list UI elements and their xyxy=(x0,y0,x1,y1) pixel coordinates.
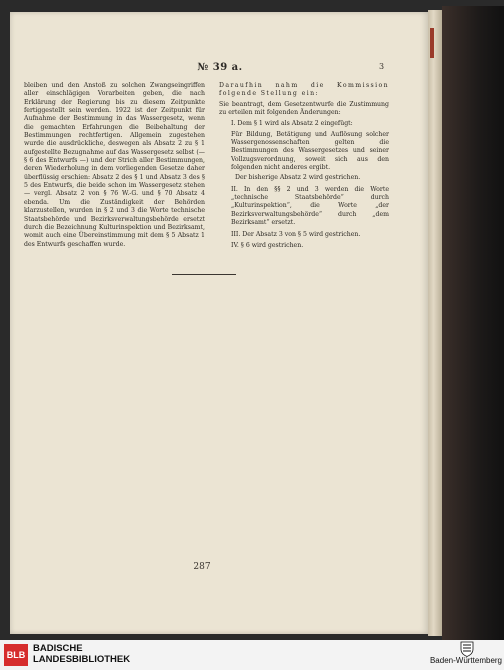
header-page-number: 3 xyxy=(379,62,385,71)
blb-logo-icon[interactable]: BLB xyxy=(4,644,28,666)
left-column xyxy=(24,82,205,249)
commission-intro: Daraufhin nahm die Kommission folgende Stellung ein: xyxy=(219,82,389,98)
library-name-line1: BADISCHE xyxy=(33,643,83,654)
amendment-item-1-note: Der bisherige Absatz 2 wird gestrichen. xyxy=(235,174,361,182)
document-number: № 39 a. xyxy=(197,62,243,73)
amendment-item-3: III. Der Absatz 3 von § 5 wird gestrichen. xyxy=(231,230,361,238)
commission-motion: Sie beantragt, dem Gesetzentwurfe die Zustimmung zu erteilen mit folgenden Änderungen: xyxy=(219,100,389,117)
amendment-item-1-quote: Für Bildung, Betätigung und Auflösung solcher Wassergenossenschaften gelten die Bestimmungen des Wassergesetzes und seiner Vollzugsverordnung, soweit sich aus den folgenden nicht anderes ergibt. xyxy=(231,130,389,172)
coat-of-arms-icon xyxy=(460,641,474,657)
left-paragraph: bleiben und den Anstoß zu solchen Zwangseingriffen aller einschlägigen Vorarbeiten geben, die nach Erklärung der Regierung bis zu diesem Zeitpunkte fertiggestellt sein werden. 1922 ist der Zeitpunkt für Aufnahme der Bestimmung in das Wassergesetz, wenn die gemachten Erfahrungen die Beibehaltung der Bestimmungen rechtfertigen. Allgemein zugestehen wurde die ausdrückliche, deswegen als Absatz 2 zu § 1 aufgestellte Bezugnahme auf das Wassergesetz selbst (— § 6 des Entwurfs —) und der Strich aller Bestimmungen, deren Wiederholung in dem vorliegenden Gesetze daher überflüssig erschien: Absatz 2 des § 1 und Absatz 3 des § 5 des Entwurfs, die beide schon im Wassergesetz stehen — vergl. Absatz 2 von § 76 W.-G. und § 70 Absatz 4 ebenda. Um die Zuständigkeit der Behörden klarzustellen, wurden in § 2 und 3 die Worte technische Staatsbehörde und Bezirksverwaltungsbehörde ersetzt durch die Bezeichnung Kulturinspektion und Bezirksamt, womit auch eine Übereinstimmung mit dem § 5 Absatz 1 des Entwurfs geschaffen wurde. xyxy=(24,82,205,248)
state-name[interactable]: Baden-Württemberg xyxy=(429,656,502,665)
amendment-item-1: I. Dem § 1 wird als Absatz 2 eingefügt: xyxy=(231,120,353,128)
footer-page-number: 287 xyxy=(193,562,211,572)
amendment-item-4: IV. § 6 wird gestrichen. xyxy=(231,241,304,249)
library-name[interactable] xyxy=(33,643,130,665)
right-column xyxy=(219,82,389,250)
page-edge xyxy=(428,10,442,636)
section-divider xyxy=(172,274,236,275)
amendment-item-2: II. In den §§ 2 und 3 werden die Worte „technische Staatsbehörde“ durch „Kulturinspektion“, die Worte „der Bezirksverwaltungsbehörde“ durch „dem Bezirksamt“ ersetzt. xyxy=(231,185,389,227)
bookmark-ribbon xyxy=(430,28,434,58)
library-name-line2: LANDESBIBLIOTHEK xyxy=(33,654,131,665)
book-binding xyxy=(442,6,504,640)
